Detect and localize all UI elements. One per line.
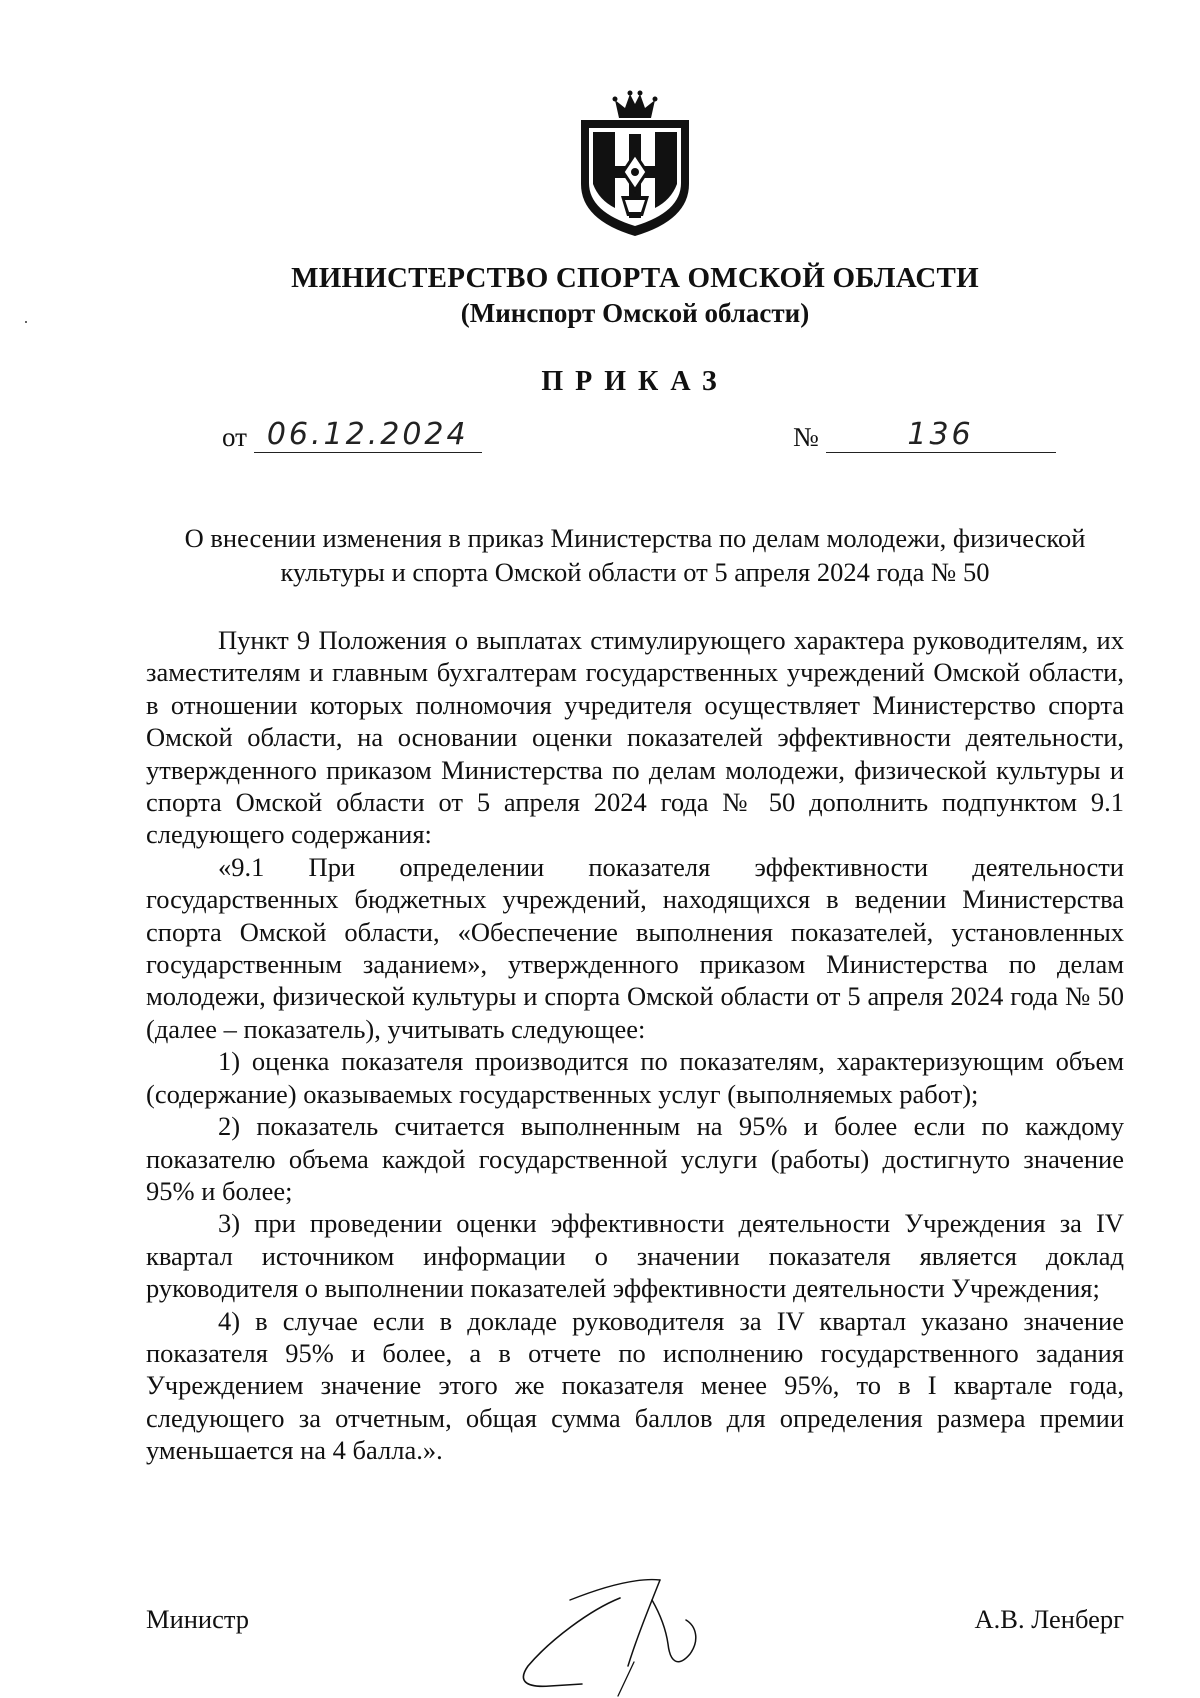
paragraph-9-1: «9.1 При определении показателя эффективности деятельности государственных бюджетных учреждений, находящихся в ведении Министерства спорта Омской области, «Обеспечение выполнения показателей, установленных государственным заданием», утвержденного приказом Министерства по делам молодежи, физической культуры и спорта Омской области от 5 апреля 2024 года № 50 (далее – показатель), учитывать следующее:	[146, 851, 1124, 1044]
signatory-title: Министр	[146, 1604, 250, 1634]
date-label: от	[222, 422, 247, 452]
order-subject	[140, 521, 1130, 589]
order-body	[146, 624, 1124, 1467]
ministry-name: МИНИСТЕРСТВО СПОРТА ОМСКОЙ ОБЛАСТИ	[291, 262, 979, 294]
handwritten-signature	[510, 1570, 740, 1698]
ministry-short-name: (Минспорт Омской области)	[460, 298, 810, 328]
signatory-name: А.В. Ленберг	[974, 1604, 1124, 1634]
paragraph-main: Пункт 9 Положения о выплатах стимулирующего характера руководителям, их заместителям и главным бухгалтерам государственных учреждений Омской области, в отношении которых полномочия учредителя осуществляет Министерство спорта Омской области, на основании оценки показателей эффективности деятельности, утвержденного приказом Министерства по делам молодежи, физической культуры и спорта Омской области от 5 апреля 2024 года № 50 дополнить подпунктом 9.1 следующего содержания:	[146, 625, 1124, 850]
paragraph-item-3: 3) при проведении оценки эффективности деятельности Учреждения за IV квартал источником информации о значении показателя является доклад руководителя о выполнении показателей эффективности деятельности Учреждения;	[146, 1208, 1124, 1304]
paragraph-item-1: 1) оценка показателя производится по показателям, характеризующим объем (содержание) оказываемых государственных услуг (выполняемых работ);	[146, 1046, 1124, 1109]
document-type-title: ПРИКАЗ	[541, 366, 729, 397]
date-field	[254, 418, 482, 453]
paragraph-item-4: 4) в случае если в докладе руководителя за IV квартал указано значение показателя 95% и более, а в отчете по исполнению государственного задания Учреждением значение этого же показателя менее 95%, то в I квартале года, следующего за отчетным, общая сумма баллов для определения размера премии уменьшается на 4 балла.».	[146, 1305, 1124, 1466]
scan-dot	[24, 320, 28, 324]
order-date	[222, 418, 482, 453]
number-label: №	[793, 422, 819, 452]
date-value: 06.12.2024	[266, 417, 469, 452]
subject-line-1: О внесении изменения в приказ Министерства по делам молодежи, физической	[184, 523, 1086, 553]
omsk-coat-of-arms-icon	[575, 88, 695, 238]
paragraph-item-2: 2) показатель считается выполненным на 95% и более если по каждому показателю объема каждой государственной услуги (работы) достигнуто значение 95% и более;	[146, 1111, 1124, 1206]
order-number	[793, 418, 1056, 453]
number-field	[826, 418, 1056, 453]
subject-line-2: культуры и спорта Омской области от 5 апреля 2024 года № 50	[280, 557, 990, 587]
number-value: 136	[907, 417, 974, 452]
